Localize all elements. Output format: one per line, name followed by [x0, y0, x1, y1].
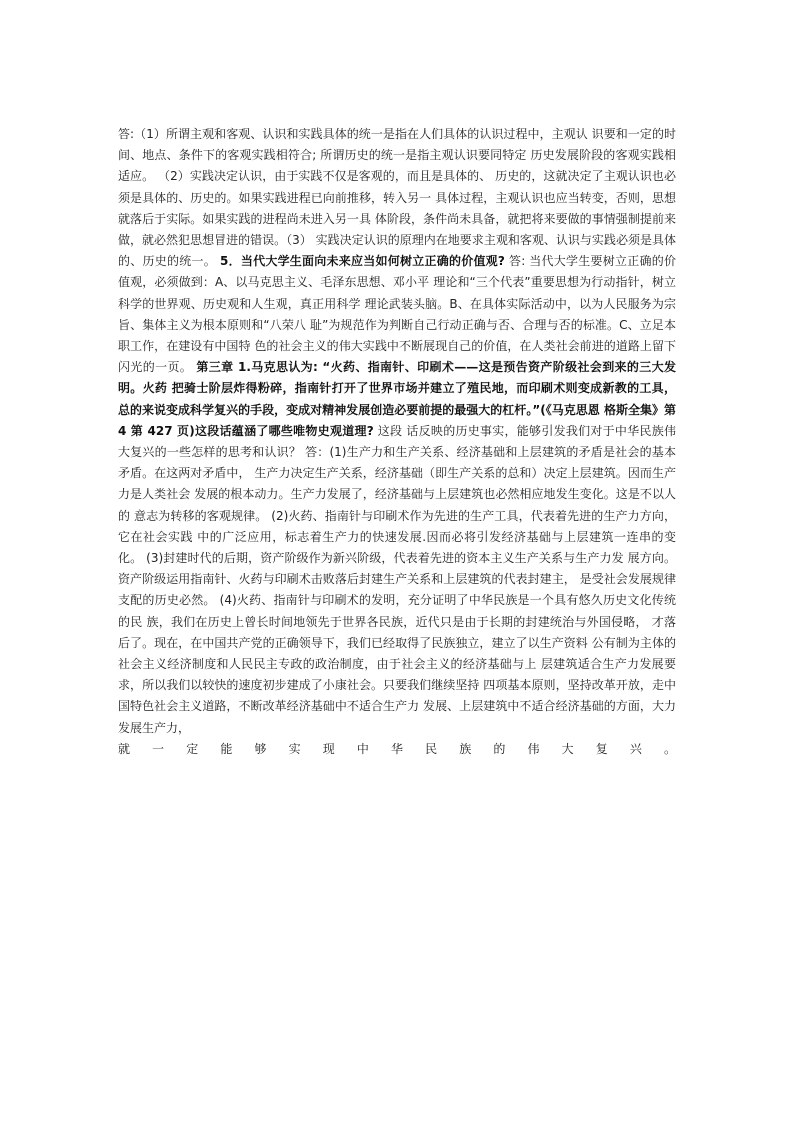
- answer-paragraph-3: 这段 话反映的历史事实，能够引发我们对于中华民族伟大复兴的一些怎样的思考和认识？ 答：(1)生产力和生产关系、经济基础和上层建筑的矛盾是社会的基本矛盾。在这两对矛盾中， 生产力决定生产关系，经济基础（即生产关系的总和）决定上层建筑。因而生产力是人类社会 发展的根本动力。生产力发展了，经济基础与上层建筑也必然相应地发生变化。这是不以人的 意志为转移的客观规律。 (2)火药、指南针与印刷术作为先进的生产工具，代表着先进的生产力方向，它在社会实践 中的广泛应用，标志着生产力的快速发展.因而必将引发经济基础与上层建筑一连串的变化。 (3)封建时代的后期，资产阶级作为新兴阶级，代表着先进的资本主义生产关系与生产力发 展方向。资产阶级运用指南针、火药与印刷术击败落后封建生产关系和上层建筑的代表封建主， 是受社会发展规律支配的历史必然。 (4)火药、指南针与印刷术的发明，充分证明了中华民族是一个具有悠久历史文化传统的民 族，我们在历史上曾长时间地领先于世界各民族，近代只是由于长期的封建统治与外国侵略， 才落后了。现在，在中国共产党的正确领导下，我们已经取得了民族独立，建立了以生产资料 公有制为主体的社会主义经济制度和人民民主专政的政治制度，由于社会主义的经济基础与上 层建筑适合生产力发展要求，所以我们以较快的速度初步建成了小康社会。只要我们继续坚持 四项基本原则，坚持改革开放，走中国特色社会主义道路，不断改革经济基础中不适合生产力 发展、上层建筑中不适合经济基础的方面，大力发展生产力，: [118, 423, 676, 735]
- final-line: 就一定能够实现中华民族的伟大复兴。: [118, 741, 676, 756]
- question-5-heading: 5．当代大学生面向未来应当如何树立正确的价值观?: [220, 254, 505, 269]
- chapter-3-question-1: 第三章 1.马克思认为: “火药、指南针、印刷术——这是预告资产阶级社会到来的三大发明。火药 把骑士阶层炸得粉碎，指南针打开了世界市场并建立了殖民地，而印刷术则变成新教的工具， 总的来说变成科学复兴的手段，变成对精神发展创造必要前提的最强大的杠杆。”(《马克思恩 格斯全集》第 4 第 427 页)这段话蕴涵了哪些唯物史观道理?: [118, 360, 676, 438]
- answer-paragraph-2: 答: 当代大学生要树立正确的价值观，必须做到：A、以马克思主义、毛泽东思想、邓小平 理论和“三个代表”重要思想为行动指针，树立科学的世界观、历史观和人生观，真正用科学 理论武装头脑。B、在具体实际活动中，以为人民服务为宗旨、集体主义为根本原则和“八荣八 耻”为规范作为判断自己行动正确与否、合理与否的标准。C、立足本职工作，在建设有中国特 色的社会主义的伟大实践中不断展现自己的价值，在人类社会前进的道路上留下闪光的一页。: [118, 254, 676, 375]
- answer-paragraph-1: 答:（1）所谓主观和客观、认识和实践具体的统一是指在人们具体的认识过程中，主观认 识要和一定的时间、地点、条件下的客观实践相符合; 所谓历史的统一是指主观认识要同特定 历史发展阶段的客观实践相适应。 （2）实践决定认识，由于实践不仅是客观的，而且是具体的、 历史的，这就决定了主观认识也必须是具体的、历史的。如果实践进程已向前推移，转入另一 具体过程，主观认识也应当转变，否则，思想就落后于实际。如果实践的进程尚未进入另一具 体阶段，条件尚未具备，就把将来要做的事情强制提前来做，就必然犯思想冒进的错误。（3） 实践决定认识的原理内在地要求主观和客观、认识与实践必须是具体的、历史的统一。: [118, 127, 676, 269]
- document-body: [118, 124, 676, 760]
